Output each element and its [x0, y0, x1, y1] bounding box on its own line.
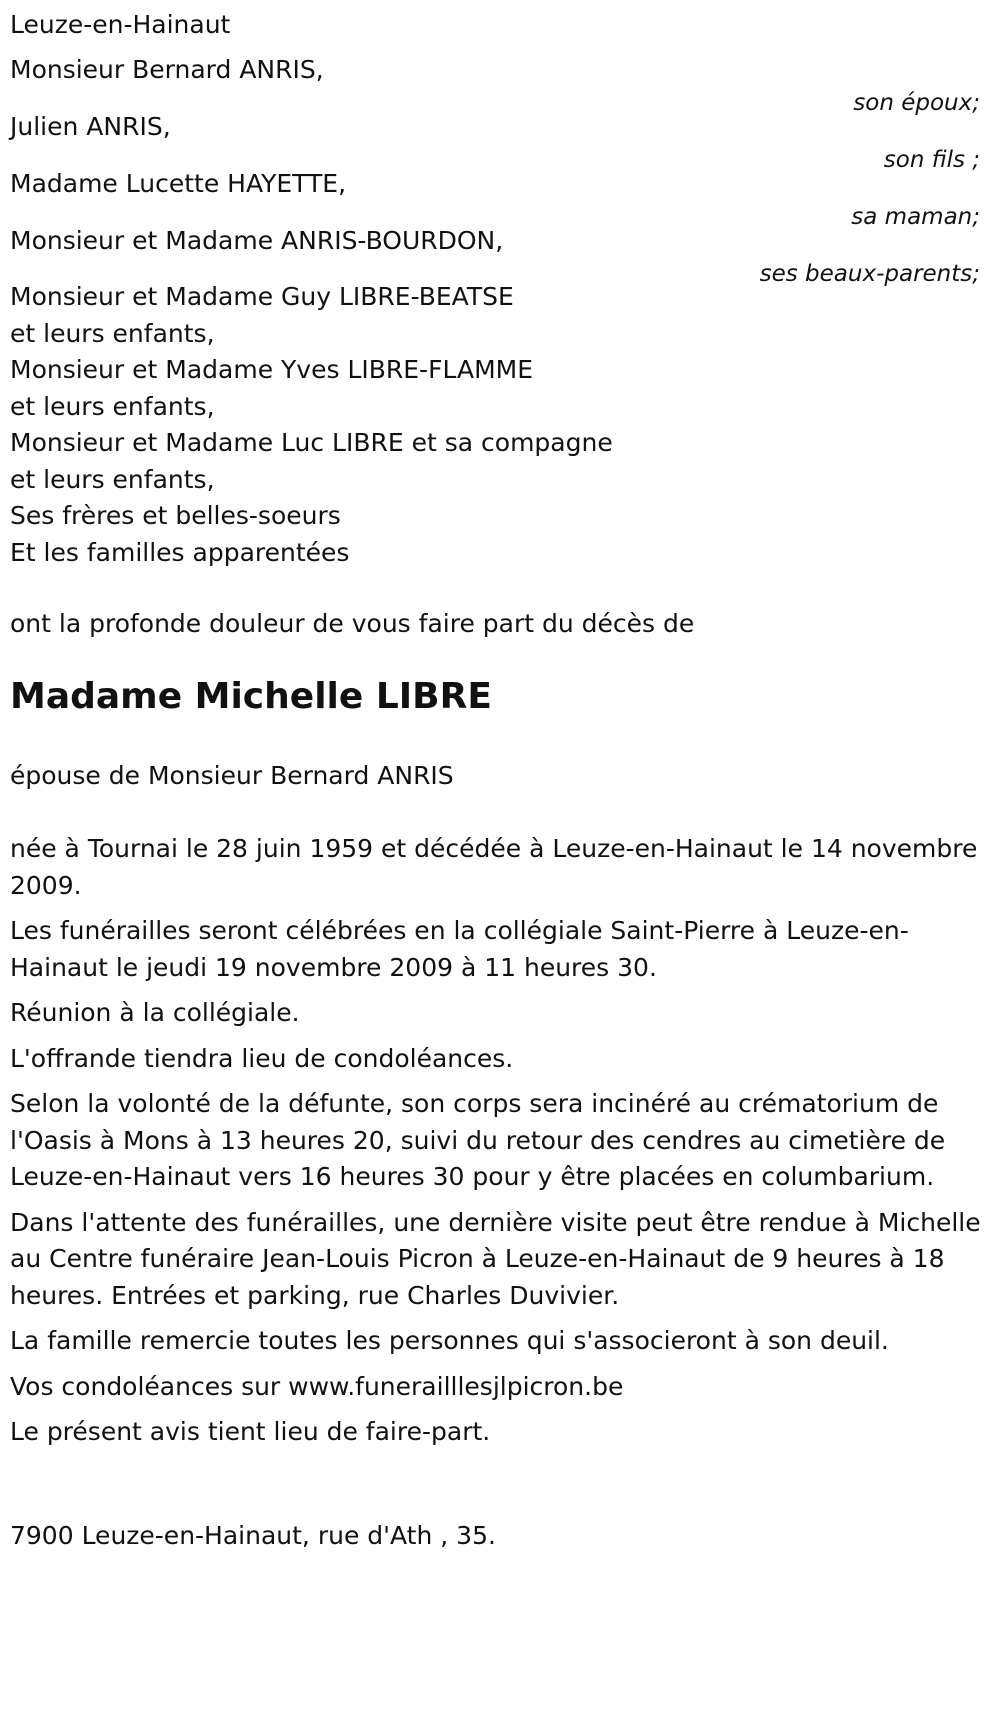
deceased-name: Madame Michelle LIBRE [10, 676, 492, 717]
birth-death-paragraph: née à Tournai le 28 juin 1959 et décédée à Leuze-en-Hainaut le 14 novembre 2009. [10, 834, 978, 900]
other-relative-line: Monsieur et Madame Guy LIBRE-BEATSE [10, 282, 514, 311]
other-relative-line: et leurs enfants, [10, 391, 215, 421]
cremation-paragraph: Selon la volonté de la défunte, son corps sera incinéré au crématorium de l'Oasis à Mons à 13 heures 20, suivi du retour des cendres au cimetière de Leuze-en-Hainaut vers 16 heures 30 pour y être placées en columbarium. [10, 1089, 946, 1191]
visit-paragraph: Dans l'attente des funérailles, une dernière visite peut être rendue à Michelle au Centre funéraire Jean-Louis Picron à Leuze-en-Hainaut de 9 heures à 18 heures. Entrées et parking, rue Charles Duvivier. [10, 1207, 981, 1310]
other-relative-line: Monsieur et Madame Luc LIBRE et sa compagne [10, 428, 613, 457]
thanks-paragraph: La famille remercie toutes les personnes qui s'associeront à son deuil. [10, 1326, 889, 1355]
other-relative-line: Ses frères et belles-soeurs [10, 501, 341, 530]
relative-role: ses beaux-parents; [759, 261, 980, 287]
relative-name: Monsieur Bernard ANRIS, [10, 55, 324, 84]
relative-role: sa maman; [851, 204, 980, 230]
other-relative-line: Monsieur et Madame Yves LIBRE-FLAMME [10, 355, 533, 384]
funeral-details [10, 831, 985, 1460]
condolences-paragraph: Vos condoléances sur www.funerailllesjlpicron.be [10, 1371, 624, 1401]
other-relative-line: Et les familles apparentées [10, 537, 350, 567]
notice-paragraph: Le présent avis tient lieu de faire-part. [10, 1417, 491, 1446]
other-relative-line: et leurs enfants, [10, 318, 215, 348]
address: 7900 Leuze-en-Hainaut, rue d'Ath , 35. [10, 1521, 496, 1550]
relative-name: Monsieur et Madame ANRIS-BOURDON, [10, 226, 504, 255]
relative-name: Madame Lucette HAYETTE, [10, 169, 347, 198]
relative-name: Julien ANRIS, [10, 112, 171, 141]
other-relative-line: et leurs enfants, [10, 464, 215, 494]
other-relatives-list [10, 279, 613, 571]
header-town: Leuze-en-Hainaut [10, 10, 231, 39]
relative-role: son fils ; [883, 147, 980, 173]
meeting-paragraph: Réunion à la collégiale. [10, 998, 300, 1027]
offering-paragraph: L'offrande tiendra lieu de condoléances. [10, 1043, 514, 1073]
funeral-paragraph: Les funérailles seront célébrées en la collégiale Saint-Pierre à Leuze-en-Hainaut le jeudi 19 novembre 2009 à 11 heures 30. [10, 916, 909, 982]
spouse-line: épouse de Monsieur Bernard ANRIS [10, 761, 454, 790]
relative-role: son époux; [853, 90, 980, 116]
announcement-intro: ont la profonde douleur de vous faire part du décès de [10, 609, 695, 638]
